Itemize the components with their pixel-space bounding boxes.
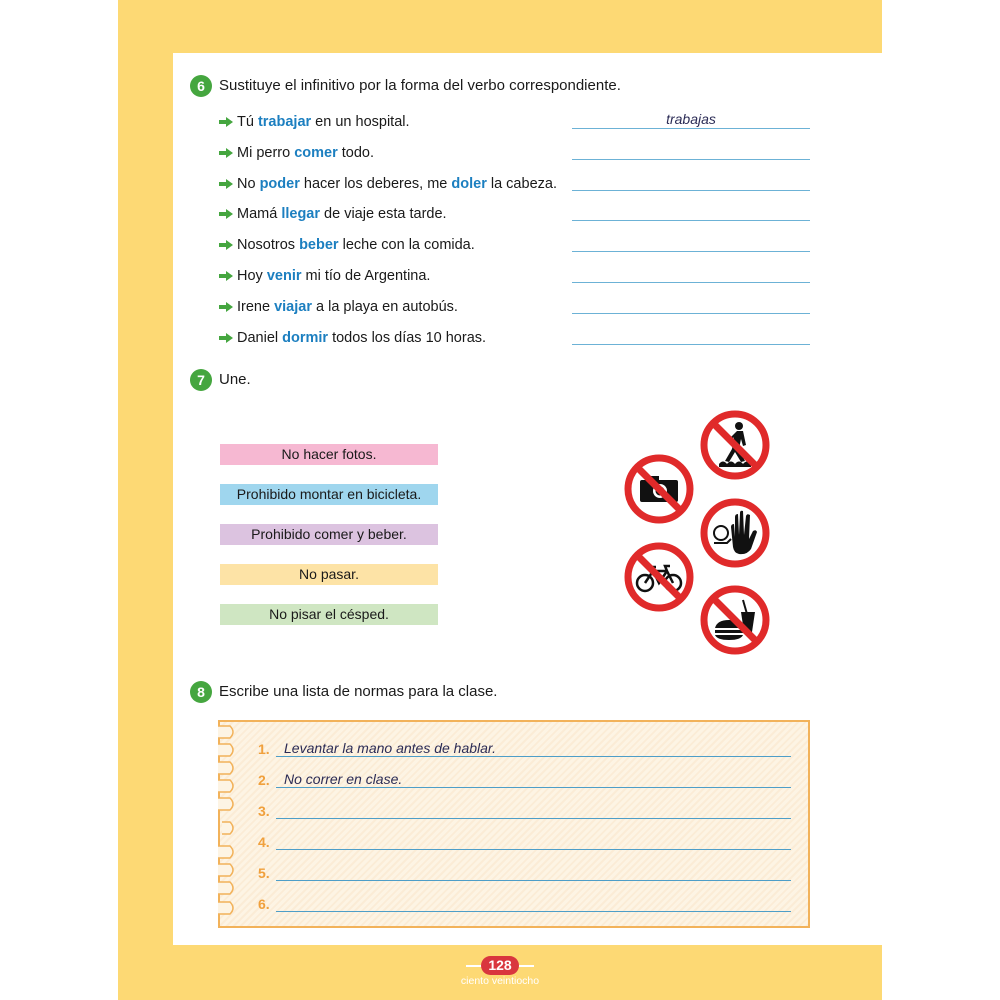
rule-row-3	[258, 801, 791, 819]
sentence-row	[219, 237, 475, 253]
infinitive-verb: venir	[266, 268, 302, 284]
exercise-7-number: 7	[197, 372, 205, 388]
arrow-right-icon	[219, 240, 233, 250]
match-label-text: No hacer fotos.	[281, 446, 377, 462]
rule-number: 2.	[258, 772, 270, 788]
sentence-text: Hoy	[237, 268, 267, 284]
sentence-text: Nosotros	[237, 237, 300, 253]
exercise-7-instruction: Une.	[219, 371, 251, 388]
arrow-right-icon	[219, 302, 233, 312]
answer-input[interactable]	[572, 233, 810, 252]
answer-input[interactable]	[572, 295, 810, 314]
infinitive-verb: trabajar	[257, 114, 312, 130]
no-bicycles-sign-icon[interactable]	[623, 541, 695, 613]
rule-number: 3.	[258, 803, 270, 819]
no-walking-on-grass-sign-icon[interactable]	[699, 409, 771, 481]
sentence-text: Tú	[237, 114, 258, 130]
exercise-8-badge	[190, 681, 212, 703]
arrow-right-icon	[219, 271, 233, 281]
rule-row-6	[258, 894, 791, 912]
answer-input[interactable]	[572, 202, 810, 221]
sentence-text: Mi perro	[237, 145, 295, 161]
exercise-7-badge	[190, 369, 212, 391]
rule-input[interactable]	[276, 863, 791, 881]
match-label-text: Prohibido montar en bicicleta.	[236, 486, 422, 502]
sentence-text: No	[237, 176, 260, 192]
rule-row-1	[258, 739, 791, 757]
no-eating-drinking-sign-icon[interactable]	[699, 584, 771, 656]
rule-number: 4.	[258, 834, 270, 850]
match-label-no-bicycles[interactable]	[220, 484, 438, 505]
rule-number: 5.	[258, 865, 270, 881]
sentence-text: hacer los deberes, me	[299, 176, 452, 192]
sentence-text: Irene	[237, 299, 275, 315]
sentence-text: a la playa en autobús.	[312, 299, 458, 315]
answer-input[interactable]	[572, 326, 810, 345]
arrow-right-icon	[219, 333, 233, 343]
exercise-6-badge	[190, 75, 212, 97]
no-entry-hand-sign-icon[interactable]	[699, 497, 771, 569]
rule-input[interactable]: Levantar la mano antes de hablar.	[276, 739, 791, 757]
sentence-row	[219, 330, 486, 346]
match-label-text: Prohibido comer y beber.	[251, 526, 407, 542]
sentence-text: de viaje esta tarde.	[320, 206, 447, 222]
infinitive-verb: comer	[294, 145, 338, 161]
sentence-row	[219, 268, 430, 284]
exercise-6-instruction: Sustituye el infinitivo por la forma del verbo correspondiente.	[219, 77, 621, 94]
page-number-badge: 128	[481, 956, 519, 975]
exercise-6-number: 6	[197, 78, 205, 94]
rule-row-2	[258, 770, 791, 788]
answer-input[interactable]	[572, 264, 810, 283]
match-label-text: No pisar el césped.	[269, 606, 389, 622]
infinitive-verb: viajar	[274, 299, 312, 315]
sentence-row	[219, 299, 458, 315]
rule-number: 6.	[258, 896, 270, 912]
arrow-right-icon	[219, 179, 233, 189]
infinitive-verb: llegar	[281, 206, 321, 222]
exercise-8-number: 8	[197, 684, 205, 700]
sentence-text: todo.	[337, 145, 375, 161]
arrow-right-icon	[219, 117, 233, 127]
rule-row-5	[258, 863, 791, 881]
arrow-right-icon	[219, 209, 233, 219]
arrow-right-icon	[219, 148, 233, 158]
sentence-text: Daniel	[237, 330, 283, 346]
sentence-text: mi tío de Argentina.	[301, 268, 431, 284]
infinitive-verb: beber	[299, 237, 339, 253]
infinitive-verb: doler	[451, 176, 487, 192]
rule-input[interactable]: No correr en clase.	[276, 770, 791, 788]
answer-input[interactable]	[572, 172, 810, 191]
sentence-text: leche con la comida.	[338, 237, 475, 253]
sentence-text: todos los días 10 horas.	[328, 330, 487, 346]
infinitive-verb: dormir	[282, 330, 329, 346]
match-label-no-grass[interactable]	[220, 604, 438, 625]
sentence-text: en un hospital.	[311, 114, 410, 130]
sentence-row	[219, 206, 447, 222]
rule-number: 1.	[258, 741, 270, 757]
rule-input[interactable]	[276, 832, 791, 850]
match-label-no-eating[interactable]	[220, 524, 438, 545]
sentence-row	[219, 176, 557, 192]
match-label-no-photos[interactable]	[220, 444, 438, 465]
sentence-row	[219, 114, 410, 130]
page-number-words: ciento veintiocho	[460, 975, 540, 987]
no-photos-sign-icon[interactable]	[623, 453, 695, 525]
match-label-text: No pasar.	[299, 566, 359, 582]
match-label-no-entry[interactable]	[220, 564, 438, 585]
exercise-8-instruction: Escribe una lista de normas para la clase.	[219, 683, 498, 700]
infinitive-verb: poder	[259, 176, 300, 192]
answer-input[interactable]: trabajas	[572, 110, 810, 129]
sentence-text: la cabeza.	[486, 176, 557, 192]
sentence-text: Mamá	[237, 206, 282, 222]
rule-row-4	[258, 832, 791, 850]
answer-input[interactable]	[572, 141, 810, 160]
notepad-spiral-edge-icon	[212, 722, 242, 928]
rule-input[interactable]	[276, 894, 791, 912]
sentence-row	[219, 145, 374, 161]
rule-input[interactable]	[276, 801, 791, 819]
